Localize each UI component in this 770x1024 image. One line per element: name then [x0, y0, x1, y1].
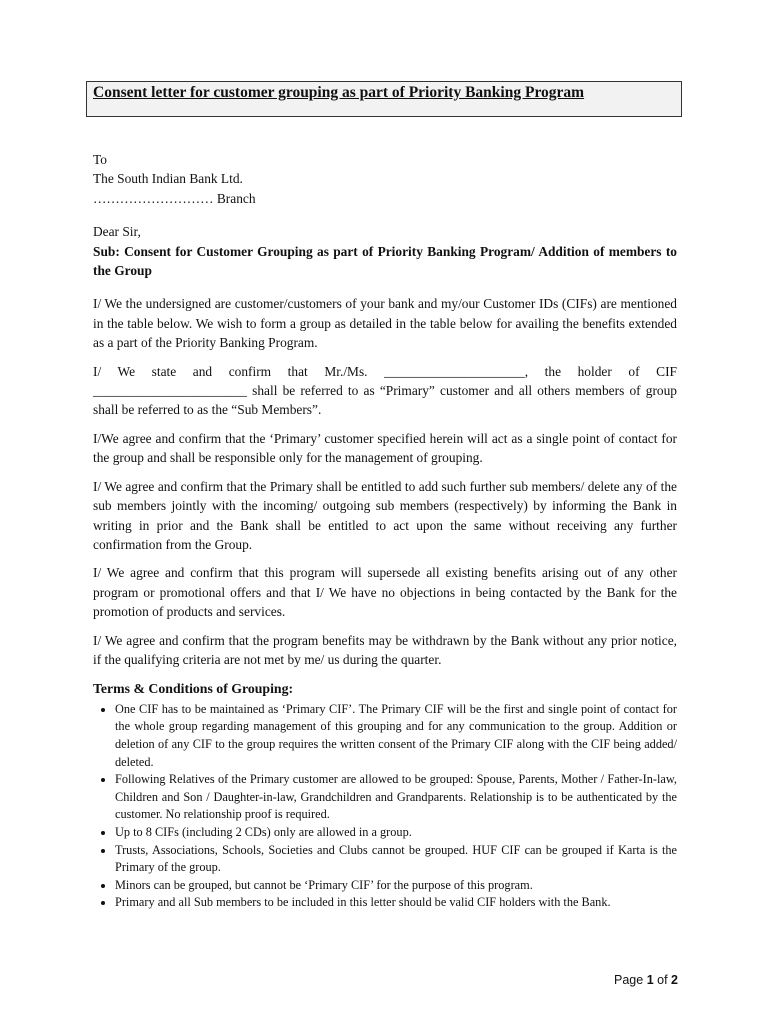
- salutation: Dear Sir,: [93, 224, 141, 240]
- list-item: • Following Relatives of the Primary customer are allowed to be grouped: Spouse, Parents, Mother / Father-In-law, Children and Son / Daughter-in-law, Grandchildren and Grandparents. Relationship is to be authenticated by the customer. No relationship proof is required.: [115, 771, 677, 824]
- terms-heading: Terms & Conditions of Grouping:: [93, 681, 294, 697]
- document-title-box: [86, 81, 682, 117]
- address-to: To: [93, 152, 107, 167]
- terms-list: [93, 701, 677, 912]
- list-item: • Up to 8 CIFs (including 2 CDs) only are allowed in a group.: [115, 824, 677, 842]
- paragraph-add-delete: I/ We agree and confirm that the Primary shall be entitled to add such further sub members/ delete any of the sub members jointly with the incoming/ outgoing sub members (respectively) by informing the Bank in writing in prior and the Bank shall be entitled to act upon the same without receiving any further confirmation from the Group.: [93, 478, 677, 552]
- paragraph-supersede: I/ We agree and confirm that this program will supersede all existing benefits arising out of any other program or promotional offers and that I/ We have no objections in being contacted by the Bank for the promotion of products and services.: [93, 565, 677, 620]
- document-title: Consent letter for customer grouping as part of Priority Banking Program: [93, 84, 585, 101]
- list-item: • Primary and all Sub members to be included in this letter should be valid CIF holders with the Bank.: [115, 894, 677, 912]
- page-of-word: of: [657, 973, 668, 987]
- paragraph-primary-customer: I/ We state and confirm that Mr./Ms. _____________________, the holder of CIF _______________________ shall be referred to as “Primary” customer and all others members of group shall be referred to as the “Sub Members”.: [93, 363, 677, 418]
- page-current: 1: [646, 973, 654, 987]
- page-total: 2: [671, 973, 678, 987]
- page-number: [614, 973, 678, 987]
- paragraph-undersigned: I/ We the undersigned are customer/customers of your bank and my/our Customer IDs (CIFs) are mentioned in the table below. We wish to form a group as detailed in the table below for availing the benefits extended as a part of the Priority Banking Program.: [93, 296, 677, 351]
- paragraph-single-point: I/We agree and confirm that the ‘Primary’ customer specified herein will act as a single point of contact for the group and shall be responsible only for the management of grouping.: [93, 430, 677, 466]
- list-item: • Minors can be grouped, but cannot be ‘Primary CIF’ for the purpose of this program.: [115, 877, 677, 895]
- paragraph-withdrawn: I/ We agree and confirm that the program benefits may be withdrawn by the Bank without any prior notice, if the qualifying criteria are not met by me/ us during the quarter.: [93, 632, 677, 667]
- list-item: • Trusts, Associations, Schools, Societies and Clubs cannot be grouped. HUF CIF can be grouped if Karta is the Primary of the group.: [115, 842, 677, 877]
- address-branch: ……………………… Branch: [93, 190, 256, 206]
- list-item: • One CIF has to be maintained as ‘Primary CIF’. The Primary CIF will be the first and single point of contact for the whole group regarding management of this grouping and for any communication to the group. Addition or deletion of any CIF to the group requires the written consent of the Primary CIF along with the CIF being added/ deleted.: [115, 701, 677, 771]
- page-word: Page: [614, 973, 644, 987]
- address-bank: The South Indian Bank Ltd.: [93, 171, 243, 187]
- subject-line: Sub: Consent for Customer Grouping as part of Priority Banking Program/ Addition of members to the Group: [93, 243, 677, 279]
- address-block: [93, 150, 677, 208]
- letter-body: [93, 150, 677, 912]
